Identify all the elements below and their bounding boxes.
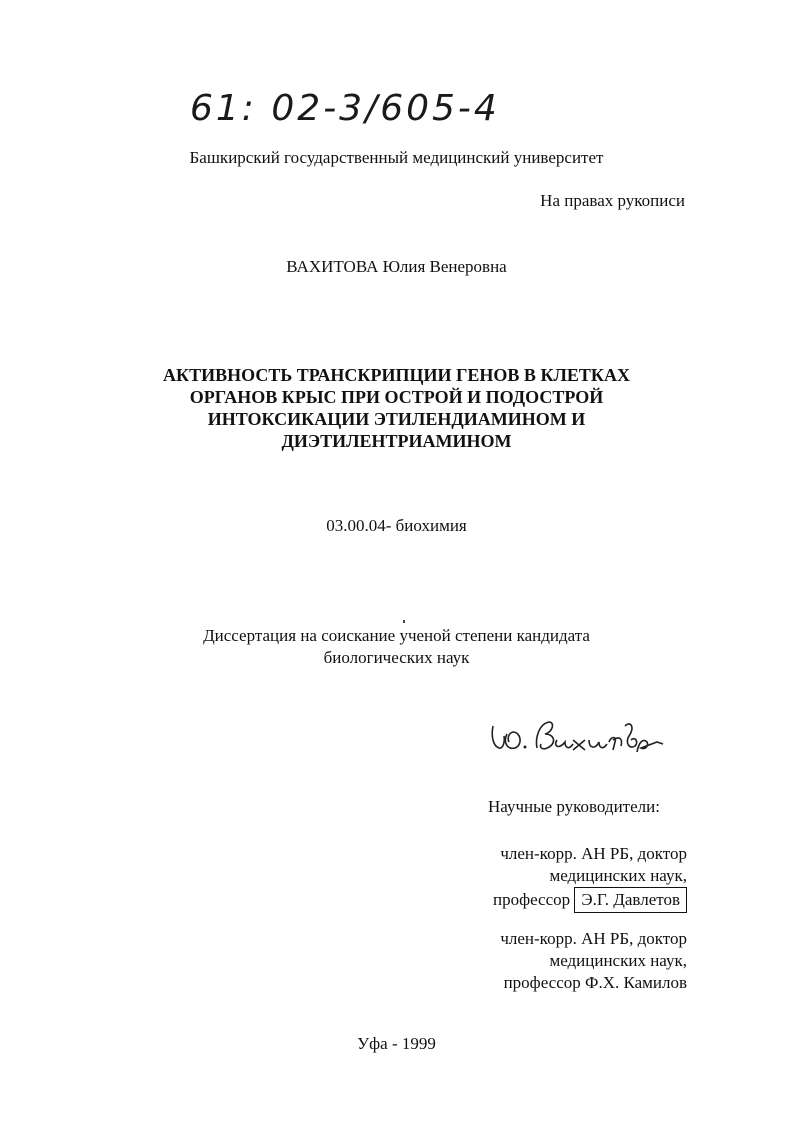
supervisor-name: Ф.Х. Камилов (585, 973, 687, 992)
specialty-code: 03.00.04- биохимия (326, 516, 467, 535)
title-line: ИНТОКСИКАЦИИ ЭТИЛЕНДИАМИНОМ И (207, 409, 586, 429)
title-line: ДИЭТИЛЕНТРИАМИНОМ (281, 431, 512, 451)
signature-text: Ю. Вахитова (485, 759, 497, 761)
dissertation-line: Диссертация на соискание ученой степени кандидата (203, 626, 590, 645)
supervisor-block (500, 928, 687, 994)
title-line: АКТИВНОСТЬ ТРАНСКРИПЦИИ ГЕНОВ В КЛЕТКАХ (163, 365, 630, 385)
supervisor-degree-line: медицинских наук, (549, 866, 687, 885)
author-signature (485, 712, 670, 762)
title-line: ОРГАНОВ КРЫС ПРИ ОСТРОЙ И ПОДОСТРОЙ (189, 387, 604, 407)
supervisors-heading: Научные руководители: (488, 797, 660, 816)
supervisor-name-line (493, 887, 687, 913)
dissertation-statement (0, 625, 793, 669)
manuscript-rights-note: На правах рукописи (540, 191, 685, 210)
author-name: ВАХИТОВА Юлия Венеровна (286, 257, 507, 276)
supervisor-degree-line: медицинских наук, (549, 951, 687, 970)
supervisor-title-line: член-корр. АН РБ, доктор (500, 929, 687, 948)
dissertation-line: биологических наук (323, 648, 470, 667)
supervisor-rank: профессор (492, 890, 571, 909)
supervisor-rank: профессор (503, 973, 581, 992)
university-name: Башкирский государственный медицинский университет (189, 148, 604, 167)
scan-speck (403, 620, 405, 623)
supervisor-name-boxed: Э.Г. Давлетов (574, 887, 687, 913)
city-year: Уфа - 1999 (357, 1034, 436, 1053)
catalog-number-handwritten: 61: 02-3/605-4 (190, 88, 500, 129)
supervisor-block (493, 843, 687, 913)
supervisor-title-line: член-корр. АН РБ, доктор (500, 844, 687, 863)
dissertation-title (0, 364, 793, 452)
supervisor-name-line (500, 972, 687, 994)
